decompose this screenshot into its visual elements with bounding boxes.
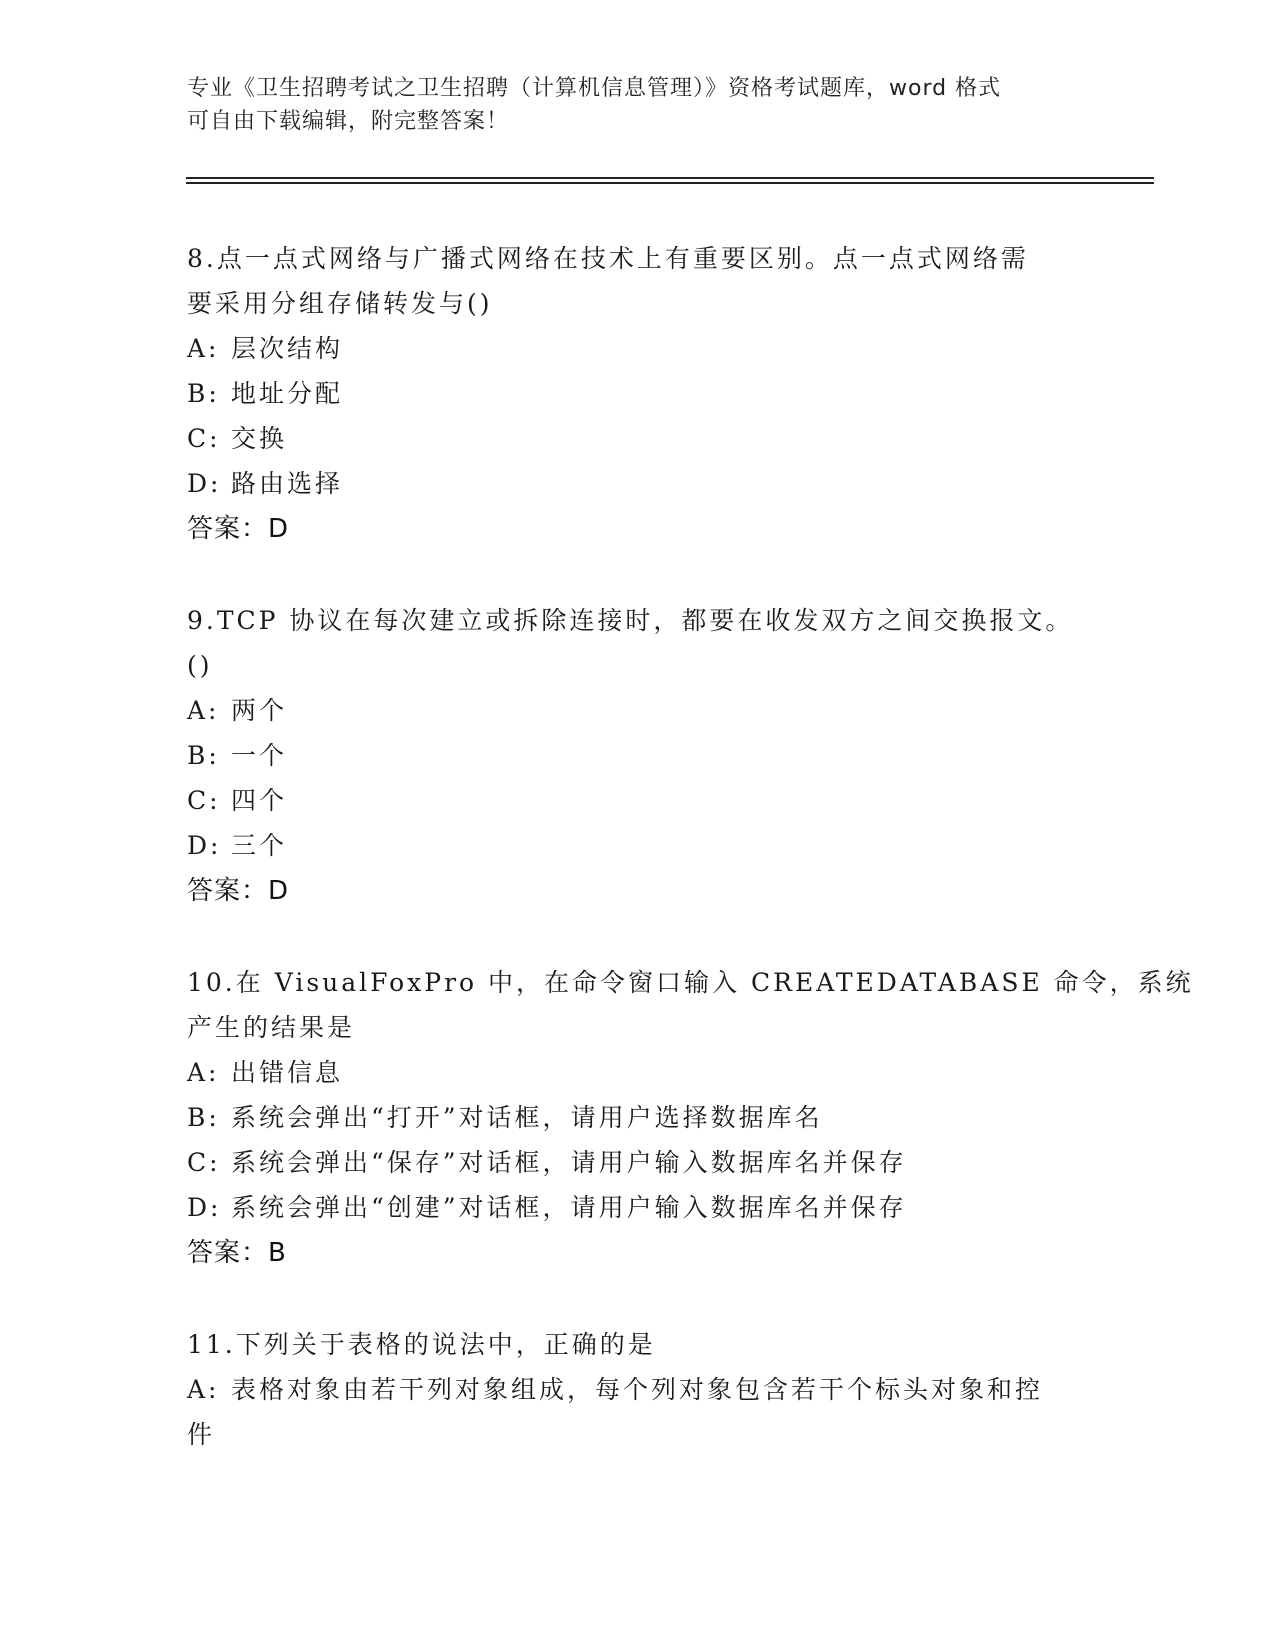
option-letter: A: [187, 696, 220, 725]
option-text: 地址分配 [231, 379, 344, 408]
question-stem [187, 598, 1087, 688]
option-a [187, 1050, 1087, 1095]
option-b [187, 733, 1087, 778]
option-letter: D: [187, 469, 222, 498]
option-letter: C: [187, 786, 221, 815]
option-text: 系统会弹出“打开”对话框，请用户选择数据库名 [231, 1103, 823, 1132]
option-text: 件 [187, 1420, 216, 1449]
option-text: 三个 [231, 831, 288, 860]
answer-label: 答案：B [187, 1238, 287, 1268]
question-stem [187, 960, 1194, 1050]
option-b [187, 371, 1087, 416]
option-d [187, 1185, 1087, 1230]
option-letter: B: [187, 741, 220, 770]
option-letter: B: [187, 379, 220, 408]
question-stem [187, 236, 1087, 326]
question-stem-line: 8.点一点式网络与广播式网络在技术上有重要区别。点一点式网络需 [187, 244, 1029, 273]
question-8 [187, 236, 1087, 552]
question-stem-line: () [187, 651, 213, 680]
option-letter: A: [187, 1375, 220, 1404]
question-list [187, 236, 1194, 1457]
header-divider-bottom [186, 182, 1154, 184]
answer-label: 答案：D [187, 876, 290, 906]
header-line-1: 专业《卫生招聘考试之卫生招聘（计算机信息管理）》资格考试题库，word 格式 [187, 76, 1002, 101]
question-stem-line: 9.TCP 协议在每次建立或拆除连接时，都要在收发双方之间交换报文。 [187, 606, 1074, 635]
option-text: 四个 [231, 786, 288, 815]
option-d [187, 461, 1087, 506]
answer-label: 答案：D [187, 514, 290, 544]
option-text: 出错信息 [231, 1058, 344, 1087]
question-spacer [187, 914, 1087, 960]
option-text: 一个 [231, 741, 288, 770]
option-text: 层次结构 [231, 334, 344, 363]
option-text: 系统会弹出“保存”对话框，请用户输入数据库名并保存 [231, 1148, 907, 1177]
header-line-2: 可自由下载编辑，附完整答案！ [187, 109, 510, 134]
question-stem-line: 产生的结果是 [187, 1013, 356, 1042]
header-divider-top [186, 177, 1154, 179]
option-a [187, 1367, 1087, 1412]
option-d [187, 823, 1087, 868]
option-c [187, 778, 1087, 823]
option-letter: A: [187, 334, 220, 363]
option-a [187, 688, 1087, 733]
question-stem-line: 要采用分组存储转发与() [187, 289, 493, 318]
option-text: 系统会弹出“创建”对话框，请用户输入数据库名并保存 [231, 1193, 907, 1222]
option-a [187, 326, 1087, 371]
option-c [187, 416, 1087, 461]
question-spacer [187, 552, 1087, 598]
option-letter: B: [187, 1103, 220, 1132]
option-text: 表格对象由若干列对象组成，每个列对象包含若干个标头对象和控 [231, 1375, 1044, 1404]
question-stem-line: 10.在 VisualFoxPro 中，在命令窗口输入 CREATEDATABASE 命令，系统 [187, 968, 1194, 997]
question-spacer [187, 1276, 1087, 1322]
option-b [187, 1095, 1087, 1140]
question-10 [187, 960, 1194, 1276]
option-text: 路由选择 [231, 469, 344, 498]
question-stem-line: 11.下列关于表格的说法中，正确的是 [187, 1330, 656, 1359]
option-continuation [187, 1412, 1087, 1457]
option-letter: D: [187, 1193, 222, 1222]
option-letter: C: [187, 1148, 221, 1177]
document-header [187, 72, 1067, 138]
option-text: 交换 [231, 424, 288, 453]
option-text: 两个 [231, 696, 288, 725]
option-letter: D: [187, 831, 222, 860]
question-9 [187, 598, 1087, 914]
option-c [187, 1140, 1087, 1185]
question-11 [187, 1322, 1087, 1457]
question-stem [187, 1322, 1087, 1367]
option-letter: C: [187, 424, 221, 453]
option-letter: A: [187, 1058, 220, 1087]
